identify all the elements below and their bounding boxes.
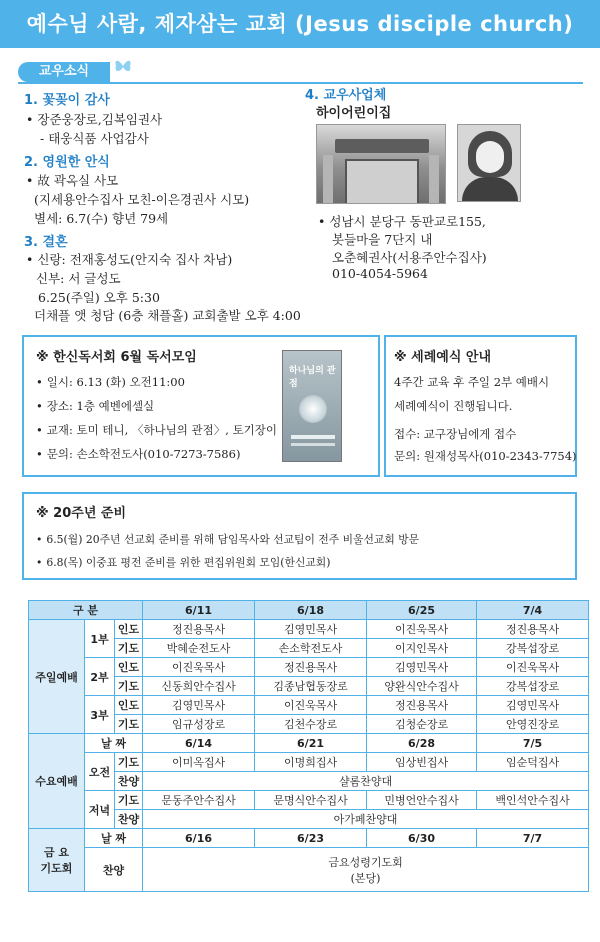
pray-cell: 이명희집사 [255,753,367,772]
pray-cell: 이미옥집사 [143,753,255,772]
news-1-line-1: • 장준웅장로,김복임권사 [26,110,162,128]
news-1-title: 1. 꽃꽂이 감사 [24,93,110,108]
lead-label: 인도 [115,658,143,677]
news-4-line-4: 010-4054-5964 [332,266,428,281]
pray-cell: 임상빈집사 [367,753,477,772]
baptism-line-1: 4주간 교육 후 주일 2부 예배시 [394,375,550,389]
lead-label: 인도 [115,696,143,715]
friday-label-line-1: 금 요 [43,846,70,859]
date-label: 날 짜 [85,829,143,848]
wednesday-service-label: 수요예배 [29,734,85,829]
baptism-line-3: 접수: 교구장님에게 접수 [394,427,517,441]
date-cell: 6/21 [255,734,367,753]
date-cell: 7/4 [477,601,589,620]
pray-cell: 임순덕집사 [477,753,589,772]
pray-cell: 신동희안수집사 [143,677,255,696]
table-row [29,829,589,848]
pray-cell: 백인석안수집사 [477,791,589,810]
news-4-line-1: • 성남시 분당구 동판교로155, [318,212,486,230]
pray-cell: 임규성장로 [143,715,255,734]
friday-label-line-2: 기도회 [40,862,73,875]
pray-label: 기도 [115,639,143,658]
date-label: 날 짜 [85,734,143,753]
pray-cell: 민병언안수집사 [367,791,477,810]
lead-cell: 김영민목사 [143,696,255,715]
friday-event-cell [143,848,589,892]
service-1-label: 1부 [85,620,115,658]
news-2-line-2: (지세용안수집사 모친-이은경권사 시모) [34,192,250,207]
book-club-title: ※ 한신독서회 6월 독서모임 [36,350,197,365]
lead-cell: 김영민목사 [477,696,589,715]
morning-label: 오전 [85,753,115,791]
page-title: 예수님 사람, 제자삼는 교회 (Jesus disciple church) [26,12,574,36]
service-2-label: 2부 [85,658,115,696]
lead-cell: 정진용목사 [143,620,255,639]
choir-cell: 샬롬찬양대 [143,772,589,791]
news-3-line-3: 6.25(주일) 오후 5:30 [38,290,160,305]
date-cell: 6/14 [143,734,255,753]
pray-cell: 김천수장로 [255,715,367,734]
book-club-item: • 일시: 6.13 (화) 오전11:00 [36,374,185,390]
service-3-label: 3부 [85,696,115,734]
date-cell: 6/16 [143,829,255,848]
table-row [29,658,589,677]
business-photo [316,124,446,204]
anniversary-item: • 6.5(월) 20주년 선교회 준비를 위해 담임목사와 선교팀이 전주 비울선교회 방문 [36,532,419,547]
date-cell: 6/23 [255,829,367,848]
date-cell: 6/25 [367,601,477,620]
lead-cell: 정진용목사 [477,620,589,639]
baptism-line-2: 세례예식이 진행됩니다. [394,399,513,413]
choir-label: 찬양 [85,848,143,892]
pray-cell: 박혜순전도사 [143,639,255,658]
table-row [29,734,589,753]
book-cover [282,350,342,462]
lead-label: 인도 [115,620,143,639]
section-tag-news: 교우소식 [18,62,110,82]
sunday-service-label: 주일예배 [29,620,85,734]
book-club-item: • 문의: 손소학전도사(010-7273-7586) [36,446,240,462]
pray-cell: 강복섭장로 [477,677,589,696]
date-cell: 6/18 [255,601,367,620]
table-row [29,791,589,810]
lead-cell: 정진용목사 [255,658,367,677]
pray-cell: 강복섭장로 [477,639,589,658]
owner-photo [457,124,521,202]
date-cell: 6/11 [143,601,255,620]
anniversary-title: ※ 20주년 준비 [36,506,127,521]
friday-event-place: (본당) [350,871,381,885]
pray-label: 기도 [115,715,143,734]
news-3-line-1: • 신랑: 전재홍성도(안지숙 집사 차남) [26,250,232,268]
lead-cell: 이진욱목사 [367,620,477,639]
news-4-line-3: 오춘혜권사(서용주안수집사) [332,250,487,265]
pray-cell: 이지인목사 [367,639,477,658]
date-cell: 6/28 [367,734,477,753]
news-4-title: 4. 교우사업체 [305,88,387,103]
anniversary-item: • 6.8(목) 이중표 평전 준비를 위한 편집위원회 모임(한신교회) [36,555,330,570]
lead-cell: 김영민목사 [255,620,367,639]
pray-label: 기도 [115,753,143,772]
baptism-title: ※ 세례예식 안내 [394,350,492,365]
date-cell: 7/7 [477,829,589,848]
date-cell: 6/30 [367,829,477,848]
baptism-line-4: 문의: 원재성목사(010-2343-7754) [394,449,577,463]
pray-cell: 문명식안수집사 [255,791,367,810]
section-divider [18,82,583,84]
news-1-line-2: - 태웅식품 사업감사 [40,131,149,146]
evening-label: 저녁 [85,791,115,829]
table-row [29,620,589,639]
pray-cell: 안영진장로 [477,715,589,734]
news-3-line-2: 신부: 서 글성도 [36,271,121,286]
pray-cell: 김종남협동장로 [255,677,367,696]
table-header-label: 구 분 [29,601,143,620]
book-club-item: • 장소: 1층 예벤에셀실 [36,398,154,414]
pray-label: 기도 [115,677,143,696]
lead-cell: 정진용목사 [367,696,477,715]
news-2-title: 2. 영원한 안식 [24,155,110,170]
news-4-line-2: 봇들마을 7단지 내 [332,232,433,247]
butterfly-icon [114,58,132,74]
news-2-line-1: • 故 곽옥실 사모 [26,171,118,189]
pray-label: 기도 [115,791,143,810]
pray-cell: 문동주안수집사 [143,791,255,810]
pray-cell: 손소학전도사 [255,639,367,658]
date-cell: 7/5 [477,734,589,753]
pray-cell: 양완식안수집사 [367,677,477,696]
lead-cell: 김영민목사 [367,658,477,677]
choir-cell: 아가페찬양대 [143,810,589,829]
news-3-line-4: 더채플 앳 청담 (6층 채플홀) 교회출발 오후 4:00 [34,308,301,323]
choir-label: 찬양 [115,772,143,791]
news-3-title: 3. 결혼 [24,235,68,250]
schedule-table [28,600,589,892]
friday-service-label [29,829,85,892]
table-row [29,848,589,892]
friday-event-name: 금요성령기도회 [328,855,403,869]
pray-cell: 김청순장로 [367,715,477,734]
choir-label: 찬양 [115,810,143,829]
business-name: 하이어린이집 [316,106,392,121]
book-club-item: • 교재: 토미 테니, 〈하나님의 관점〉, 토기장이 [36,422,277,438]
table-row [29,696,589,715]
lead-cell: 이진욱목사 [477,658,589,677]
lead-cell: 이진욱목사 [143,658,255,677]
table-header-row [29,601,589,620]
lead-cell: 이진욱목사 [255,696,367,715]
news-2-line-3: 별세: 6.7(수) 향년 79세 [34,211,169,226]
table-row [29,753,589,772]
book-cover-title: 하나님의 관점 [289,366,336,389]
